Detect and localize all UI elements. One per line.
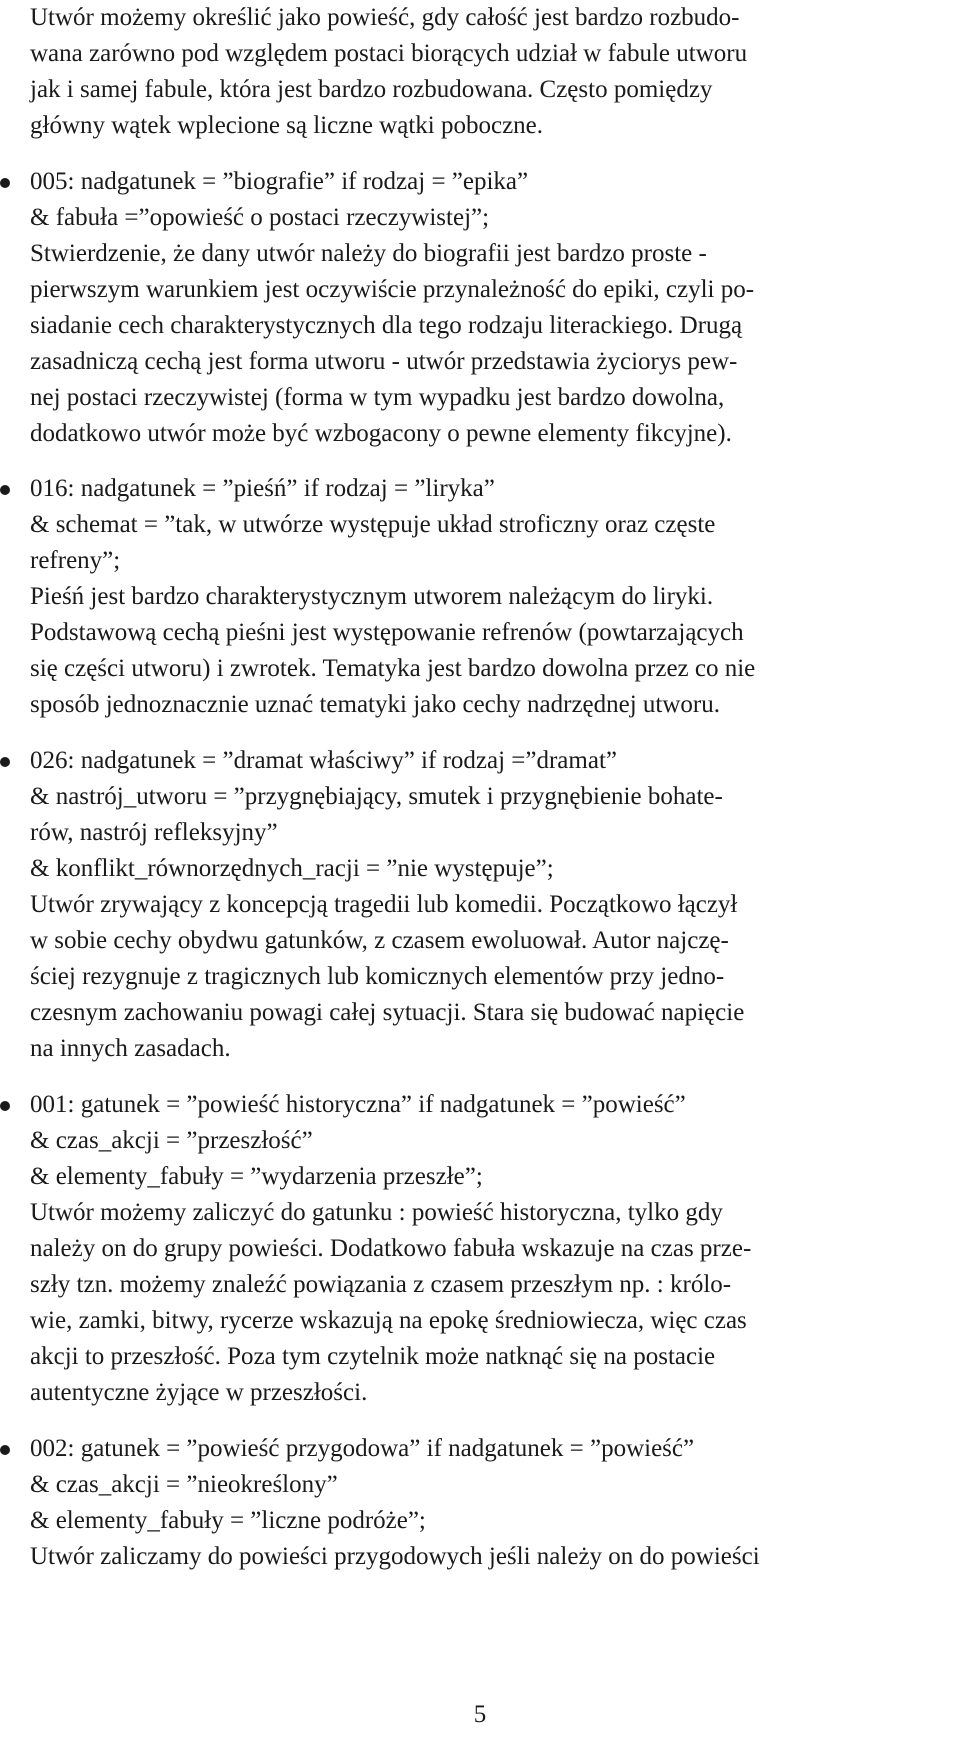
text-line: zasadniczą cechą jest forma utworu - utwór przedstawia życiorys pew-	[30, 348, 738, 375]
text-line: 001: gatunek = ”powieść historyczna” if nadgatunek = ”powieść”	[30, 1091, 686, 1118]
text-line: & elementy_fabuły = ”liczne podróże”;	[30, 1507, 426, 1534]
text-line: Utwór możemy zaliczyć do gatunku : powieść historyczna, tylko gdy	[30, 1199, 723, 1226]
text-line: 026: nadgatunek = ”dramat właściwy” if rodzaj =”dramat”	[30, 747, 617, 774]
text-line: jak i samej fabule, która jest bardzo rozbudowana. Często pomiędzy	[30, 76, 713, 103]
list-item-dramat	[30, 743, 930, 1067]
text-line: & czas_akcji = ”przeszłość”	[30, 1127, 313, 1154]
text-line: ściej rezygnuje z tragicznych lub komicznych elementów przy jedno-	[30, 963, 725, 990]
text-line: 005: nadgatunek = ”biografie” if rodzaj = ”epika”	[30, 168, 529, 195]
text-line: Utwór możemy określić jako powieść, gdy całość jest bardzo rozbudo-	[30, 4, 740, 31]
text-line: & nastrój_utworu = ”przygnębiający, smutek i przygnębienie bohate-	[30, 783, 723, 810]
text-line: Podstawową cechą pieśni jest występowanie refrenów (powtarzających	[30, 619, 744, 646]
text-line: & konflikt_równorzędnych_racji = ”nie występuje”;	[30, 855, 554, 882]
bullet-icon	[0, 1101, 10, 1111]
text-line: siadanie cech charakterystycznych dla tego rodzaju literackiego. Drugą	[30, 312, 743, 339]
text-line: czesnym zachowaniu powagi całej sytuacji. Stara się budować napięcie	[30, 999, 745, 1026]
text-line: nej postaci rzeczywistej (forma w tym wypadku jest bardzo dowolna,	[30, 384, 725, 411]
text-line: w sobie cechy obydwu gatunków, z czasem ewoluował. Autor najczę-	[30, 927, 729, 954]
list-item-piesn	[30, 471, 930, 723]
text-line: się części utworu) i zwrotek. Tematyka jest bardzo dowolna przez co nie	[30, 655, 756, 682]
text-line: & elementy_fabuły = ”wydarzenia przeszłe”;	[30, 1163, 483, 1190]
text-line: autentyczne żyjące w przeszłości.	[30, 1379, 368, 1406]
text-line: Utwór zaliczamy do powieści przygodowych jeśli należy on do powieści	[30, 1543, 760, 1570]
document-page	[30, 0, 930, 1575]
text-line: Utwór zrywający z koncepcją tragedii lub komedii. Początkowo łączył	[30, 891, 738, 918]
bullet-icon	[0, 178, 10, 188]
text-line: & czas_akcji = ”nieokreślony”	[30, 1471, 338, 1498]
text-line: na innych zasadach.	[30, 1035, 231, 1062]
bullet-icon	[0, 757, 10, 767]
text-line: wana zarówno pod względem postaci biorących udział w fabule utworu	[30, 40, 748, 67]
text-line: Pieśń jest bardzo charakterystycznym utworem należącym do liryki.	[30, 583, 714, 610]
bullet-icon	[0, 485, 10, 495]
intro-paragraph	[30, 0, 930, 144]
list-item-powiesc-przygodowa	[30, 1431, 930, 1575]
page-number: 5	[473, 1701, 487, 1728]
list-item-powiesc-historyczna	[30, 1087, 930, 1411]
text-line: szły tzn. możemy znaleźć powiązania z czasem przeszłym np. : królo-	[30, 1271, 732, 1298]
text-line: & schemat = ”tak, w utwórze występuje układ stroficzny oraz częste	[30, 511, 716, 538]
text-line: akcji to przeszłość. Poza tym czytelnik może natknąć się na postacie	[30, 1343, 716, 1370]
text-line: refreny”;	[30, 547, 121, 574]
text-line: & fabuła =”opowieść o postaci rzeczywistej”;	[30, 204, 490, 231]
text-line: sposób jednoznacznie uznać tematyki jako cechy nadrzędnej utworu.	[30, 691, 721, 718]
text-line: należy on do grupy powieści. Dodatkowo fabuła wskazuje na czas prze-	[30, 1235, 752, 1262]
text-line: pierwszym warunkiem jest oczywiście przynależność do epiki, czyli po-	[30, 276, 755, 303]
text-line: dodatkowo utwór może być wzbogacony o pewne elementy fikcyjne).	[30, 420, 732, 447]
text-line: 002: gatunek = ”powieść przygodowa” if nadgatunek = ”powieść”	[30, 1435, 695, 1462]
text-line: rów, nastrój refleksyjny”	[30, 819, 278, 846]
text-line: 016: nadgatunek = ”pieśń” if rodzaj = ”liryka”	[30, 475, 495, 502]
text-line: główny wątek wplecione są liczne wątki poboczne.	[30, 112, 544, 139]
text-line: Stwierdzenie, że dany utwór należy do biografii jest bardzo proste -	[30, 240, 707, 267]
bullet-icon	[0, 1445, 10, 1455]
list-item-biografie	[30, 164, 930, 452]
text-line: wie, zamki, bitwy, rycerze wskazują na epokę średniowiecza, więc czas	[30, 1307, 747, 1334]
